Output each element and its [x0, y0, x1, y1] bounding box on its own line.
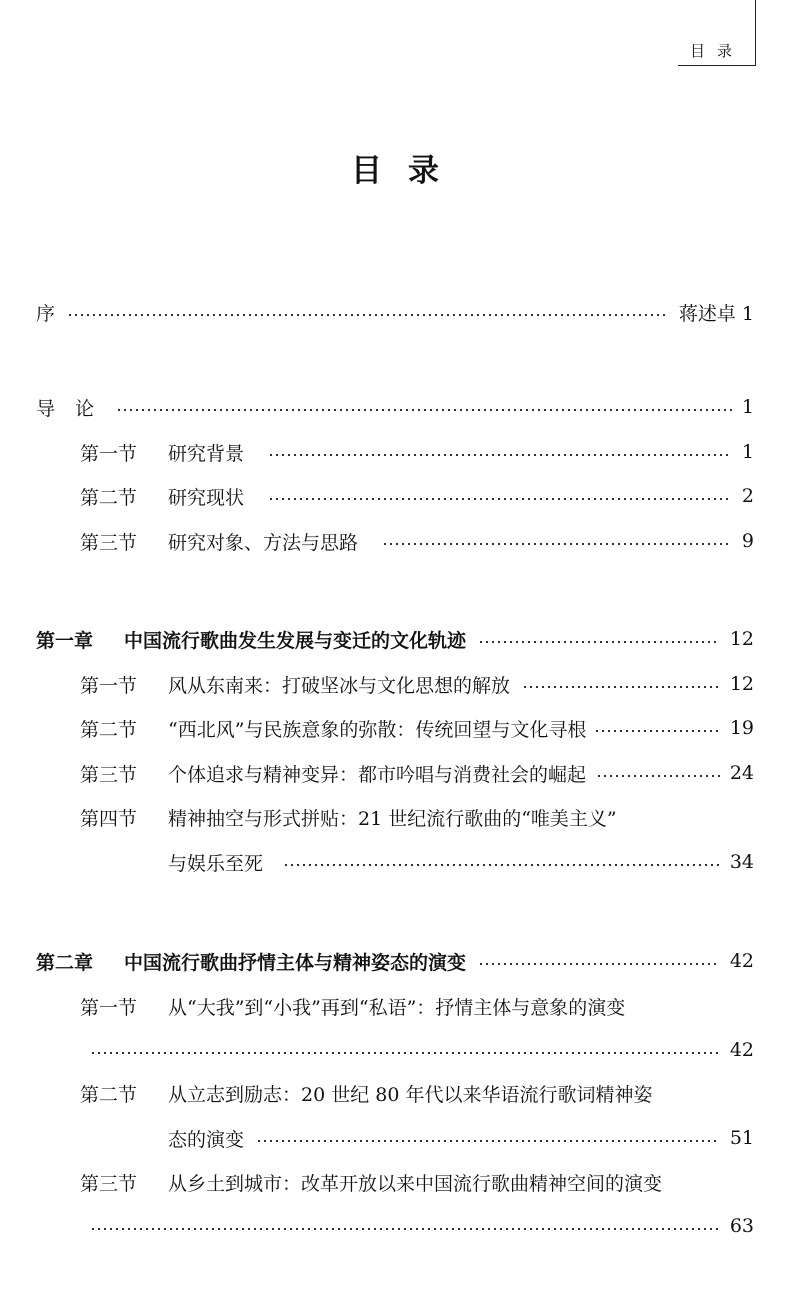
entry-page: 42	[729, 950, 754, 972]
entry-title: 精神抽空与形式拼贴：21 世纪流行歌曲的“唯美主义”	[168, 807, 617, 830]
running-head: 目录	[690, 42, 745, 60]
leader-dots	[268, 454, 732, 456]
leader-dots	[382, 543, 732, 545]
entry-label: 第二章	[36, 951, 94, 974]
entry-title: 研究现状	[168, 486, 245, 509]
entry-title: 个体追求与精神变异：都市吟唱与消费社会的崛起	[168, 763, 587, 786]
entry-label: 序	[36, 302, 56, 325]
leader-dots	[256, 1140, 720, 1142]
leader-dots	[522, 686, 720, 688]
entry-page: 12	[729, 673, 754, 695]
leader-dots	[90, 1228, 720, 1230]
entry-page: 1	[741, 396, 754, 418]
leader-dots	[268, 498, 732, 500]
entry-label: 第二节	[80, 1083, 138, 1106]
toc-entry-preface[interactable]	[36, 297, 754, 327]
entry-title: 中国流行歌曲发生发展与变迁的文化轨迹	[124, 629, 467, 652]
toc-entry-section[interactable]	[80, 1167, 754, 1197]
leader-dots	[67, 314, 669, 316]
entry-title: 研究对象、方法与思路	[168, 531, 359, 554]
entry-page: 9	[741, 530, 754, 552]
entry-page: 42	[729, 1039, 754, 1061]
toc-entry-section[interactable]	[80, 437, 754, 467]
entry-label: 第四节	[80, 807, 138, 830]
entry-page: 24	[729, 762, 754, 784]
entry-label: 第一节	[80, 996, 138, 1019]
entry-page: 63	[729, 1215, 754, 1237]
entry-label: 第二节	[80, 718, 138, 741]
entry-label: 导论	[36, 397, 115, 420]
toc-entry-continuation[interactable]	[168, 1123, 754, 1153]
toc-entry-continuation[interactable]	[90, 1211, 754, 1241]
leader-dots	[478, 963, 720, 965]
leader-dots	[283, 864, 720, 866]
toc-entry-section[interactable]	[80, 713, 754, 743]
entry-label: 第三节	[80, 1172, 138, 1195]
leader-dots	[116, 409, 732, 411]
entry-title-continued: 与娱乐至死	[168, 852, 264, 875]
entry-label: 第二节	[80, 486, 138, 509]
toc-entry-chapter-1[interactable]	[36, 624, 754, 654]
entry-title: 中国流行歌曲抒情主体与精神姿态的演变	[124, 951, 467, 974]
entry-title: 从立志到励志：20 世纪 80 年代以来华语流行歌词精神姿	[168, 1083, 653, 1106]
toc-entry-section[interactable]	[80, 802, 754, 832]
entry-label: 第一章	[36, 629, 94, 652]
leader-dots	[478, 641, 720, 643]
toc-entry-section[interactable]	[80, 481, 754, 511]
leader-dots	[596, 775, 720, 777]
entry-title: 从乡土到城市：改革开放以来中国流行歌曲精神空间的演变	[168, 1172, 663, 1195]
toc-entry-section[interactable]	[80, 758, 754, 788]
entry-label: 第一节	[80, 674, 138, 697]
entry-page: 12	[729, 628, 754, 650]
toc-entry-chapter-2[interactable]	[36, 946, 754, 976]
toc-entry-section[interactable]	[80, 669, 754, 699]
page-title: 目录	[351, 153, 465, 189]
entry-label: 第一节	[80, 442, 138, 465]
entry-page: 蒋述卓 1	[678, 302, 754, 325]
entry-label: 第三节	[80, 763, 138, 786]
leader-dots	[594, 730, 721, 732]
entry-title-continued: 态的演变	[168, 1128, 245, 1151]
toc-entry-introduction[interactable]	[36, 392, 754, 422]
entry-title: 研究背景	[168, 442, 245, 465]
toc-entry-continuation[interactable]	[168, 847, 754, 877]
toc-entry-section[interactable]	[80, 1078, 754, 1108]
entry-title: 从“大我”到“小我”再到“私语”：抒情主体与意象的演变	[168, 996, 626, 1019]
toc-entry-section[interactable]	[80, 991, 754, 1021]
entry-title: “西北风”与民族意象的弥散：传统回望与文化寻根	[168, 718, 587, 741]
entry-title: 风从东南来：打破坚冰与文化思想的解放	[168, 674, 511, 697]
entry-page: 2	[741, 485, 754, 507]
toc-entry-section[interactable]	[80, 526, 754, 556]
entry-page: 34	[729, 851, 754, 873]
entry-page: 51	[729, 1127, 754, 1149]
entry-page: 19	[729, 717, 754, 739]
leader-dots	[90, 1052, 720, 1054]
entry-page: 1	[741, 441, 754, 463]
toc-entry-continuation[interactable]	[90, 1035, 754, 1065]
entry-label: 第三节	[80, 531, 138, 554]
